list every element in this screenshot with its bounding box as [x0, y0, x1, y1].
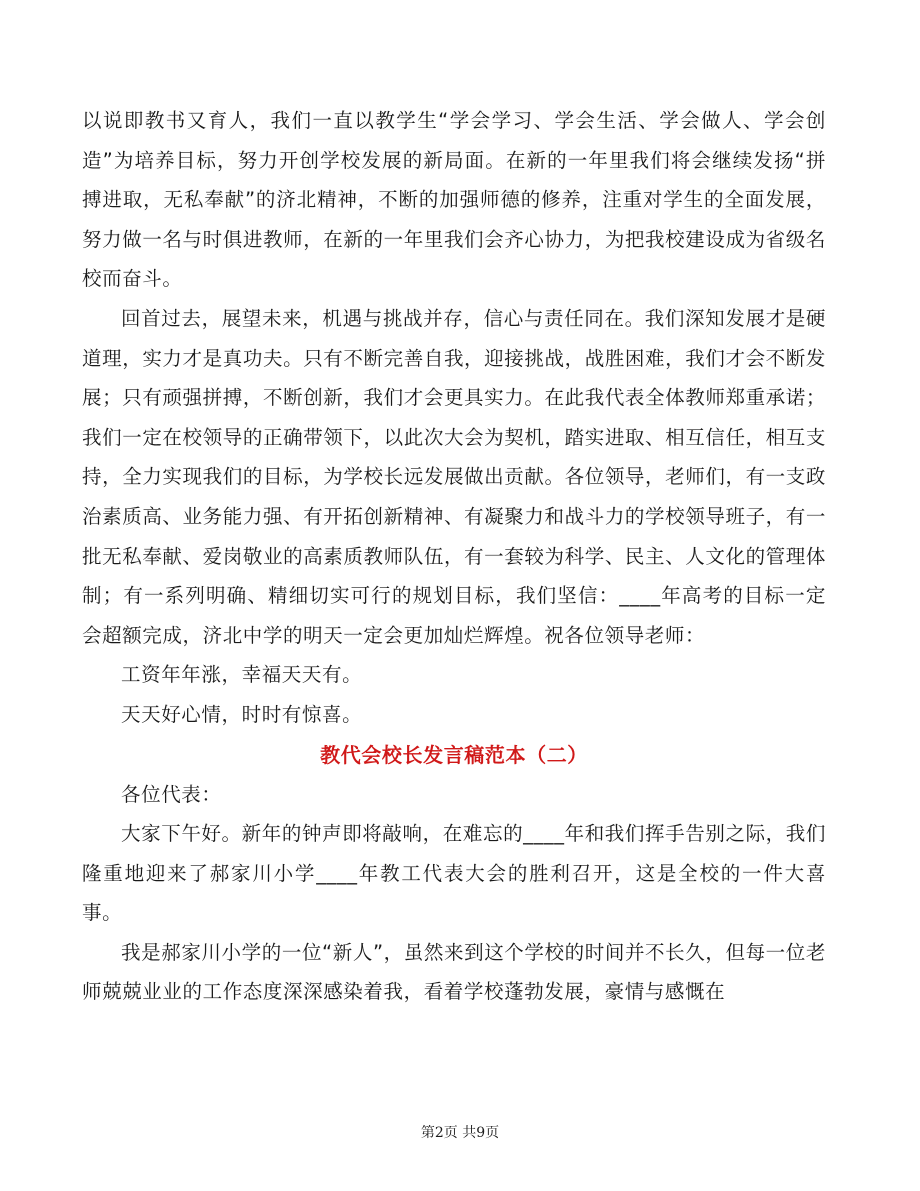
paragraph-1: 以说即教书又育人，我们一直以教学生“学会学习、学会生活、学会做人、学会创造”为培养目标，努力开创学校发展的新局面。在新的一年里我们将会继续发扬“拼搏进取，无私奉献”的济北精神，不断的加强师德的修养，注重对学生的全面发展，努力做一名与时俱进教师，在新的一年里我们会齐心协力，为把我校建设成为省级名校而奋斗。: [82, 109, 826, 291]
document-body: [82, 101, 826, 1012]
section-heading: 教代会校长发言稿范本（二）: [320, 742, 588, 767]
paragraph-3: 工资年年涨，幸福天天有。: [121, 663, 363, 687]
paragraph-2: 回首过去，展望未来，机遇与挑战并存，信心与责任同在。我们深知发展才是硬道理，实力才是真功夫。只有不断完善自我，迎接挑战，战胜困难，我们才会不断发展；只有顽强拼搏，不断创新，我们才会更具实力。在此我代表全体教师郑重承诺；我们一定在校领导的正确带领下，以此次大会为契机，踏实进取、相互信任，相互支持，全力实现我们的目标，为学校长远发展做出贡献。各位领导，老师们，有一支政治素质高、业务能力强、有开拓创新精神、有凝聚力和战斗力的学校领导班子，有一批无私奉献、爱岗敬业的高素质教师队伍，有一套较为科学、民主、人文化的管理体制；有一系列明确、精细切实可行的规划目标，我们坚信：____年高考的目标一定会超额完成，济北中学的明天一定会更加灿烂辉煌。祝各位领导老师：: [82, 306, 826, 647]
paragraph-7: 我是郝家川小学的一位“新人”，虽然来到这个学校的时间并不长久，但每一位老师兢兢业业的工作态度深深感染着我，看着学校蓬勃发展，豪情与感慨在: [82, 940, 826, 1004]
paragraph-5: 各位代表：: [121, 782, 222, 806]
paragraph-4: 天天好心情，时时有惊喜。: [121, 702, 363, 726]
page-number-footer: 第2页 共9页: [420, 1125, 500, 1141]
paragraph-6: 大家下午好。新年的钟声即将敲响，在难忘的____年和我们挥手告别之际，我们隆重地迎来了郝家川小学____年教工代表大会的胜利召开，这是全校的一件大喜事。: [82, 822, 826, 925]
